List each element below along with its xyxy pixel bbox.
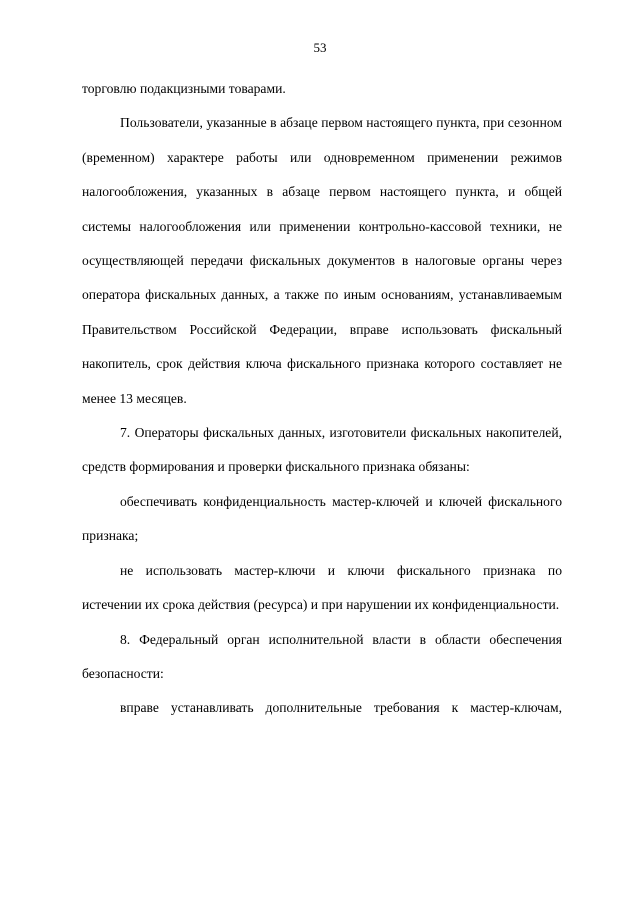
paragraph-additional-requirements: вправе устанавливать дополнительные требования к мастер-ключам, [120, 700, 562, 716]
paragraph-item-7: 7. Операторы фискальных данных, изготовители фискальных накопителей, средств формирования и проверки фискального признака обязаны: [82, 425, 562, 475]
paragraph-users-seasonal: Пользователи, указанные в абзаце первом настоящего пункта, при сезонном (временном) характере работы или одновременном применении режимов налогообложения, указанных в абзаце первом настоящего пункта, и общей системы налогообложения или применении контрольно-кассовой техники, не осуществляющей передачи фискальных документов в налоговые органы через оператора фискальных данных, а также по иным основаниям, устанавливаемым Правительством Российской Федерации, вправе использовать фискальный накопитель, срок действия ключа фискального признака которого составляет не менее 13 месяцев. [82, 115, 562, 406]
paragraph-continuation: торговлю подакцизными товарами. [82, 81, 286, 96]
document-body [82, 72, 562, 726]
page-number: 53 [313, 40, 327, 55]
paragraph-item-8: 8. Федеральный орган исполнительной власти в области обеспечения безопасности: [82, 631, 562, 681]
paragraph-ensure-confidentiality: обеспечивать конфиденциальность мастер-ключей и ключей фискального признака; [82, 493, 562, 544]
paragraph-not-use-keys: не использовать мастер-ключи и ключи фискального признака по истечении их срока действия (ресурса) и при нарушении их конфиденциальности. [82, 562, 562, 613]
